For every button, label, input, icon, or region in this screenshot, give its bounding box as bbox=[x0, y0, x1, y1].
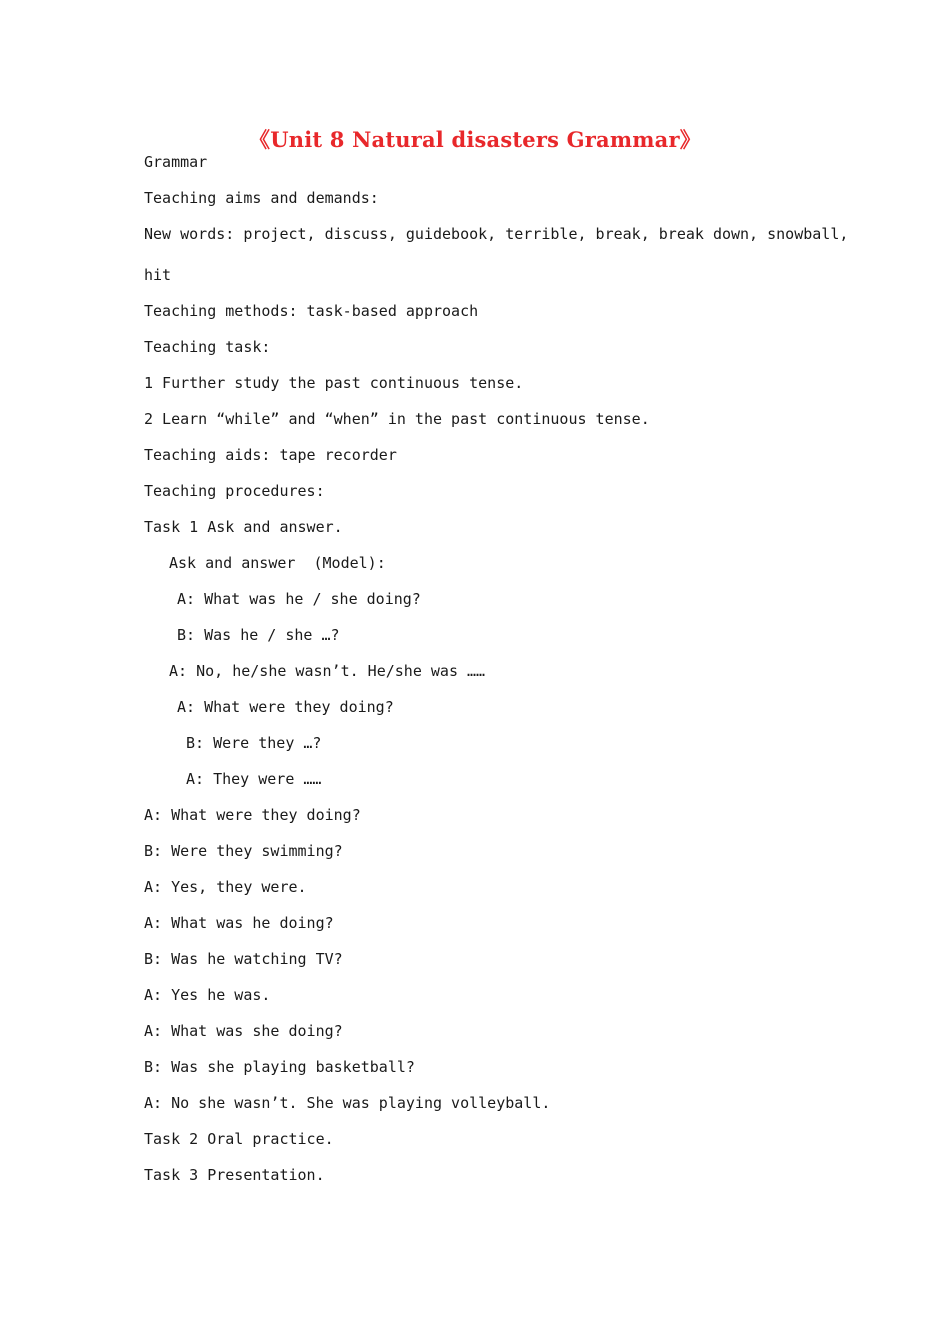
line-teaching-task: Teaching task: bbox=[144, 338, 271, 356]
line-dialogue: B: Was he watching TV? bbox=[144, 950, 343, 968]
line-teaching-aids: Teaching aids: tape recorder bbox=[144, 446, 397, 464]
line-model-heading: Ask and answer (Model): bbox=[169, 554, 386, 572]
line-new-words-continued: hit bbox=[144, 266, 172, 284]
line-dialogue: A: Yes he was. bbox=[144, 986, 271, 1004]
line-dialogue: A: What was he doing? bbox=[144, 914, 334, 932]
document-title: 《Unit 8 Natural disasters Grammar》 bbox=[249, 127, 701, 152]
line-dialogue: A: What were they doing? bbox=[144, 806, 361, 824]
line-task-2: Task 2 Oral practice. bbox=[144, 1130, 334, 1148]
line-grammar: Grammar bbox=[144, 153, 208, 171]
line-model-dialogue: B: Were they …? bbox=[186, 734, 322, 752]
line-teaching-procedures: Teaching procedures: bbox=[144, 482, 325, 500]
line-task-item-1: 1 Further study the past continuous tense. bbox=[144, 374, 524, 392]
line-dialogue: B: Was she playing basketball? bbox=[144, 1058, 415, 1076]
line-new-words: New words: project, discuss, guidebook, terrible, break, break down, snowball, bbox=[144, 225, 849, 243]
line-model-dialogue: A: What were they doing? bbox=[177, 698, 394, 716]
line-task-1: Task 1 Ask and answer. bbox=[144, 518, 343, 536]
line-dialogue: A: What was she doing? bbox=[144, 1022, 343, 1040]
line-model-dialogue: A: What was he / she doing? bbox=[177, 590, 421, 608]
line-task-item-2: 2 Learn “while” and “when” in the past continuous tense. bbox=[144, 410, 650, 428]
line-task-3: Task 3 Presentation. bbox=[144, 1166, 325, 1184]
line-model-dialogue: B: Was he / she …? bbox=[177, 626, 340, 644]
line-model-dialogue: A: No, he/she wasn’t. He/she was …… bbox=[169, 662, 486, 680]
line-teaching-methods: Teaching methods: task-based approach bbox=[144, 302, 479, 320]
line-dialogue: A: No she wasn’t. She was playing volleyball. bbox=[144, 1094, 551, 1112]
line-teaching-aims: Teaching aims and demands: bbox=[144, 189, 379, 207]
line-dialogue: A: Yes, they were. bbox=[144, 878, 307, 896]
line-dialogue: B: Were they swimming? bbox=[144, 842, 343, 860]
line-model-dialogue: A: They were …… bbox=[186, 770, 322, 788]
